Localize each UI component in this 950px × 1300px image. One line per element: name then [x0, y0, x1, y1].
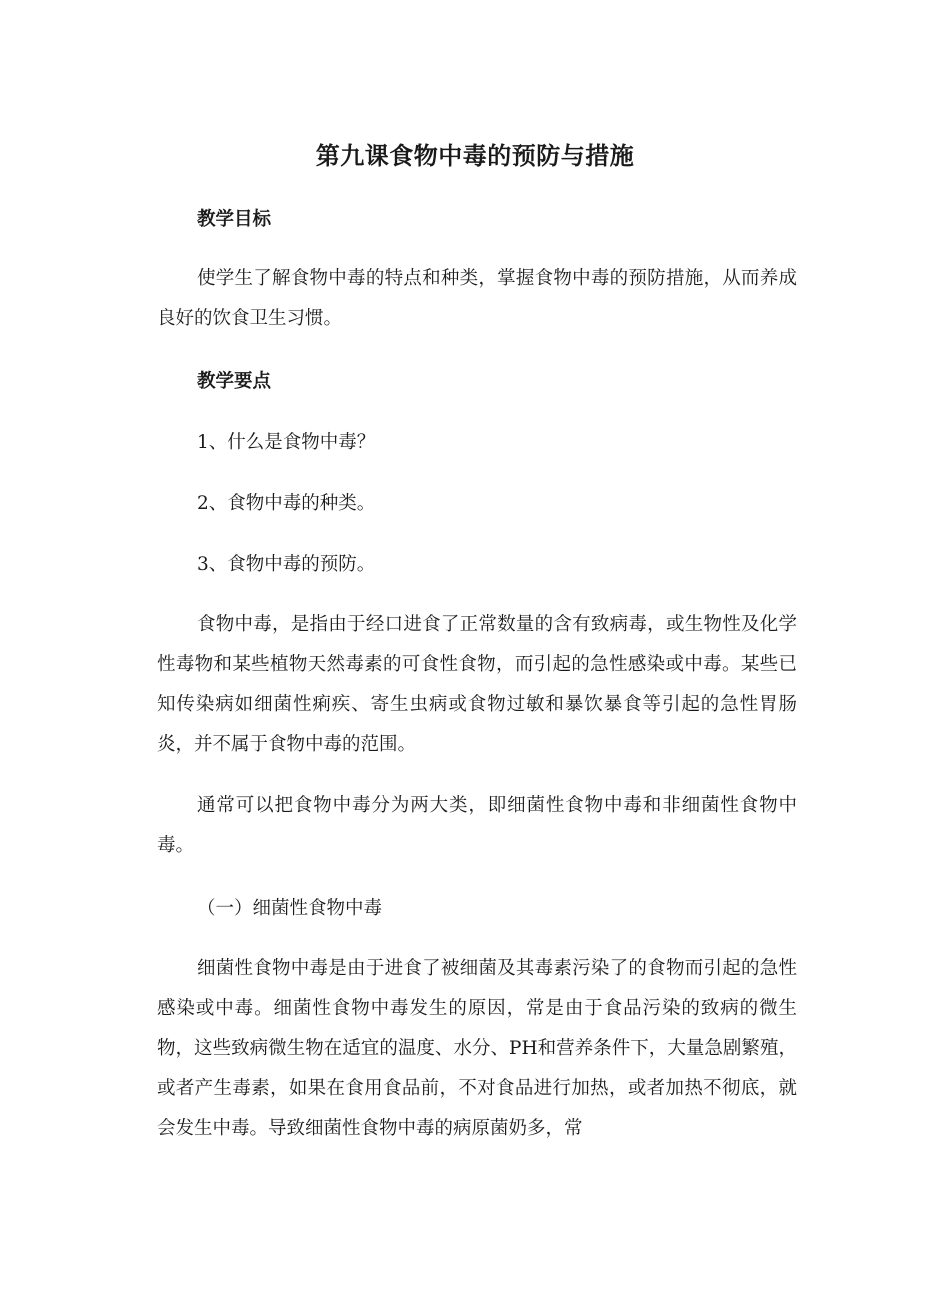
objective-paragraph: 使学生了解食物中毒的特点和种类，掌握食物中毒的预防措施，从而养成良好的饮食卫生习惯。: [157, 268, 797, 329]
bacterial-paragraph: 细菌性食物中毒是由于进食了被细菌及其毒素污染了的食物而引起的急性感染或中毒。细菌性食物中毒发生的原因，常是由于食品污染的致病的微生物，这些致病微生物在适宜的温度、水分、PH和营养条件下，大量急剧繁殖，或者产生毒素，如果在食用食品前，不对食品进行加热，或者加热不彻底，就会发生中毒。导致细菌性食物中毒的病原菌奶多，常: [157, 958, 797, 1139]
document-title: 第九课食物中毒的预防与措施: [315, 141, 635, 170]
keypoint-item: 2、食物中毒的种类。: [197, 493, 376, 514]
keypoint-item: 1、什么是食物中毒？: [197, 432, 376, 453]
keypoint-item: 3、食物中毒的预防。: [197, 554, 376, 575]
subsection-one-heading: （一）细菌性食物中毒: [197, 898, 383, 919]
keypoints-heading: 教学要点: [197, 371, 272, 392]
classification-paragraph: 通常可以把食物中毒分为两大类，即细菌性食物中毒和非细菌性食物中毒。: [157, 795, 797, 856]
definition-paragraph: 食物中毒，是指由于经口进食了正常数量的含有致病毒，或生物性及化学性毒物和某些植物天然毒素的可食性食物，而引起的急性感染或中毒。某些已知传染病如细菌性痢疾、寄生虫病或食物过敏和暴饮暴食等引起的急性胃肠炎，并不属于食物中毒的范围。: [157, 614, 797, 755]
objective-heading: 教学目标: [197, 209, 272, 230]
